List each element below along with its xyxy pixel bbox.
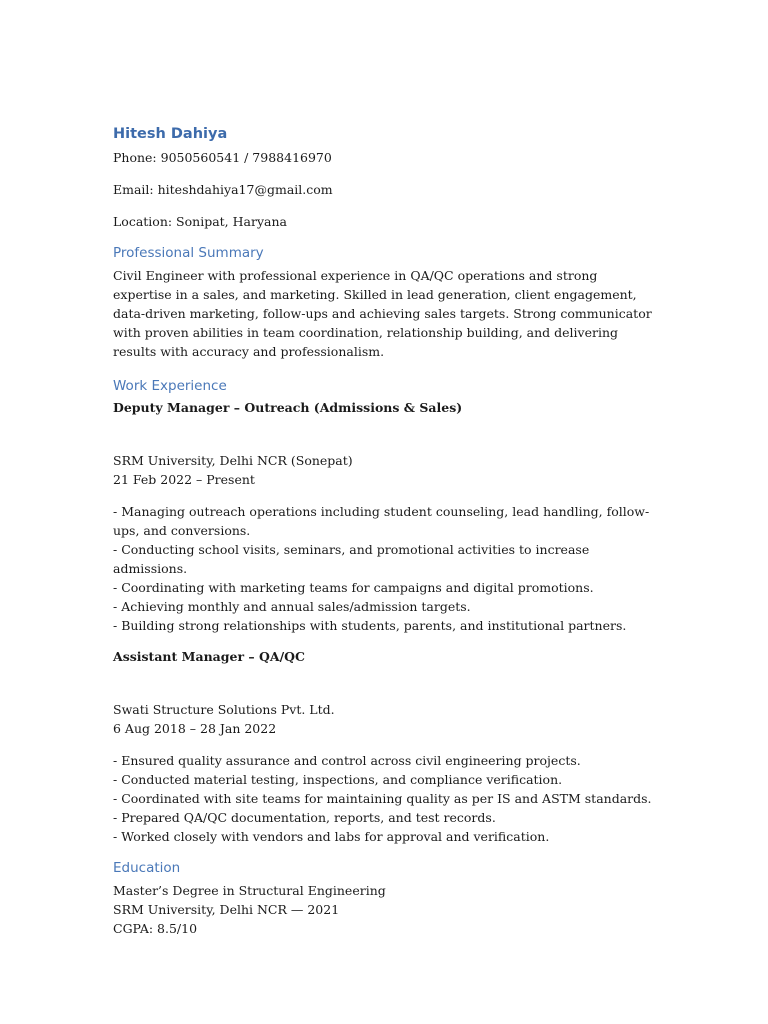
job-duty: - Achieving monthly and annual sales/admission targets. bbox=[113, 599, 471, 614]
job-dates: 21 Feb 2022 – Present bbox=[113, 472, 255, 487]
summary-heading: Professional Summary bbox=[113, 245, 264, 261]
experience-heading: Work Experience bbox=[113, 378, 227, 394]
job-organization: Swati Structure Solutions Pvt. Ltd. bbox=[113, 702, 335, 717]
summary-section bbox=[113, 244, 653, 361]
job-title: Assistant Manager – QA/QC bbox=[113, 649, 305, 664]
resume-header bbox=[113, 124, 653, 230]
job-duty: - Conducting school visits, seminars, and promotional activities to increase admissions. bbox=[113, 542, 590, 576]
job-duties-list bbox=[113, 751, 653, 846]
education-heading: Education bbox=[113, 860, 181, 876]
job-duty: - Ensured quality assurance and control across civil engineering projects. bbox=[113, 753, 581, 768]
job-organization: SRM University, Delhi NCR (Sonepat) bbox=[113, 453, 353, 468]
location-line: Location: Sonipat, Haryana bbox=[113, 214, 287, 229]
experience-section bbox=[113, 377, 653, 846]
phone-line: Phone: 9050560541 / 7988416970 bbox=[113, 150, 332, 165]
candidate-name: Hitesh Dahiya bbox=[113, 126, 228, 142]
job-dates: 6 Aug 2018 – 28 Jan 2022 bbox=[113, 721, 277, 736]
job-entry bbox=[113, 648, 653, 846]
job-duty: - Building strong relationships with students, parents, and institutional partners. bbox=[113, 618, 627, 633]
job-duty: - Coordinated with site teams for maintaining quality as per IS and ASTM standards. bbox=[113, 791, 652, 806]
education-cgpa: CGPA: 8.5/10 bbox=[113, 921, 198, 936]
job-duty: - Prepared QA/QC documentation, reports, and test records. bbox=[113, 810, 496, 825]
job-title: Deputy Manager – Outreach (Admissions & Sales) bbox=[113, 400, 463, 415]
job-duty: - Worked closely with vendors and labs for approval and verification. bbox=[113, 829, 550, 844]
education-section bbox=[113, 859, 653, 938]
job-duty: - Managing outreach operations including student counseling, lead handling, follow-ups, and conversions. bbox=[113, 504, 650, 538]
job-duties-list bbox=[113, 502, 653, 635]
summary-text: Civil Engineer with professional experience in QA/QC operations and strong expertise in a sales, and marketing. Skilled in lead generation, client engagement, data-driven marketing, follow-ups and achieving sales targets. Strong communicator with proven abilities in team coordination, relationship building, and delivering results with accuracy and professionalism. bbox=[113, 268, 652, 359]
education-degree: Master’s Degree in Structural Engineering bbox=[113, 883, 386, 898]
job-duty: - Coordinating with marketing teams for campaigns and digital promotions. bbox=[113, 580, 594, 595]
email-line: Email: hiteshdahiya17@gmail.com bbox=[113, 182, 333, 197]
job-entry bbox=[113, 399, 653, 635]
job-duty: - Conducted material testing, inspections, and compliance verification. bbox=[113, 772, 563, 787]
education-institution: SRM University, Delhi NCR — 2021 bbox=[113, 902, 340, 917]
resume-page bbox=[113, 124, 653, 938]
